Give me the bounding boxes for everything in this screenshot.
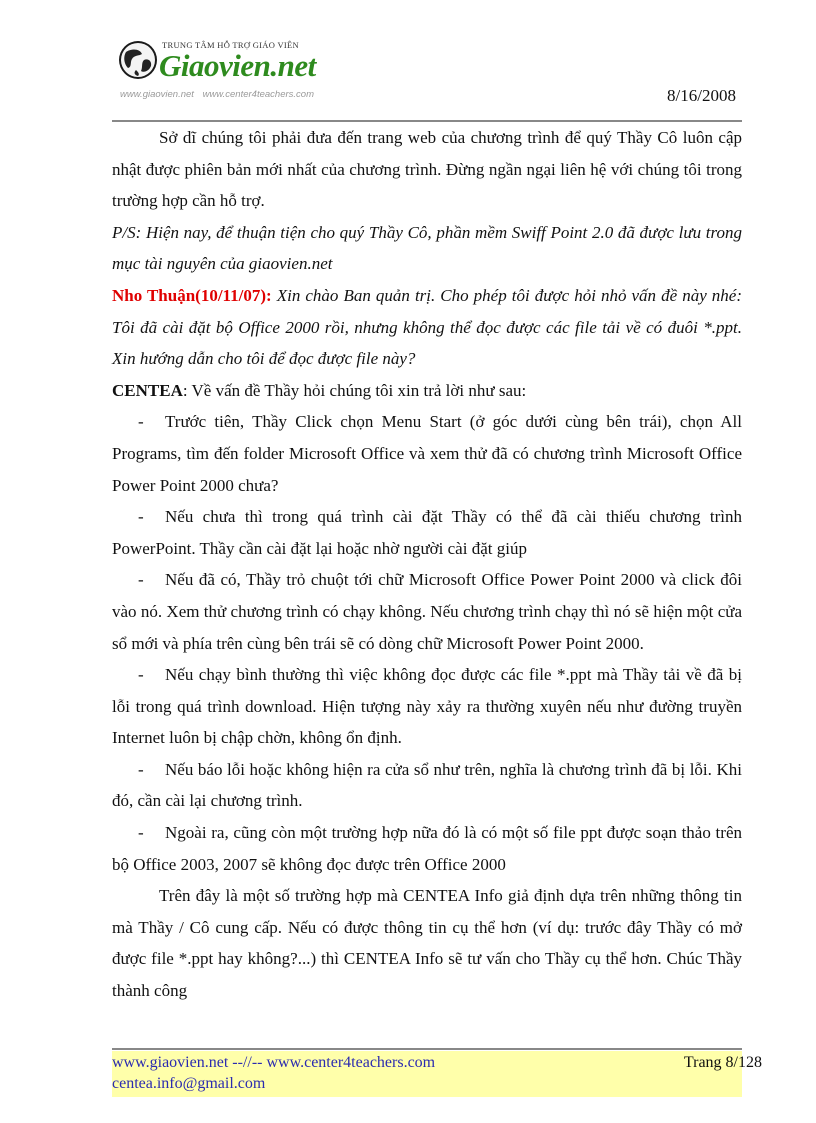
footer-divider — [112, 1048, 742, 1050]
giaovien-logo[interactable] — [112, 28, 372, 108]
intro-paragraph: Sở dĩ chúng tôi phải đưa đến trang web của chương trình để quý Thầy Cô luôn cập nhật được phiên bản mới nhất của chương trình. Đừng ngần ngại liên hệ với chúng tôi trong trường hợp cần hỗ trợ. — [112, 128, 742, 211]
list-item — [112, 817, 742, 880]
footer-email[interactable]: centea.info@gmail.com — [112, 1075, 266, 1092]
list-item — [112, 501, 742, 564]
list-item-text: Nếu chạy bình thường thì việc không đọc được các file *.ppt mà Thầy tải về đã bị lỗi trong quá trình download. Hiện tượng này xảy ra thường xuyên nếu như đường truyền Internet luôn bị chập chờn, không ổn định. — [112, 665, 742, 748]
list-item — [112, 659, 742, 754]
list-item — [112, 564, 742, 659]
document-date: 8/16/2008 — [667, 86, 736, 105]
list-item-text: Nếu báo lỗi hoặc không hiện ra cửa sổ như trên, nghĩa là chương trình đã bị lỗi. Khi đó, cần cài lại chương trình. — [112, 759, 742, 811]
page-header — [112, 28, 742, 118]
list-item-text: Trước tiên, Thầy Click chọn Menu Start (ở góc dưới cùng bên trái), chọn All Programs, tìm đến folder Microsoft Office và xem thử đã có chương trình Microsoft Office Power Point 2000 chưa? — [112, 412, 742, 495]
logo-wordmark: Giaovien.net — [159, 48, 316, 83]
bullet-dash: - — [138, 570, 144, 590]
list-item — [112, 754, 742, 817]
logo-urls — [120, 89, 314, 100]
footer-links[interactable]: www.giaovien.net --//-- www.center4teachers.com — [112, 1054, 436, 1071]
question-text: Xin chào Ban quản trị. Cho phép tôi được hỏi nhỏ vấn đề này nhé: Tôi đã cài đặt bộ Office 2000 rồi, nhưng không thể đọc được các file tải về có đuôi *.ppt. Xin hướng dẫn cho tôi để đọc được file này? — [112, 285, 742, 369]
bullet-dash: - — [138, 665, 144, 685]
globe-icon — [118, 40, 158, 80]
closing-paragraph: Trên đây là một số trường hợp mà CENTEA Info giả định dựa trên những thông tin mà Thầy / Cô cung cấp. Nếu có được thông tin cụ thể hơn (ví dụ: trước đây Thầy có mở được file *.ppt hay không?...) thì CENTEA Info sẽ tư vấn cho Thầy cụ thể hơn. Chúc Thầy thành công — [112, 886, 742, 1001]
document-body — [112, 122, 742, 1007]
logo-url-center4teachers[interactable]: www.center4teachers.com — [202, 89, 314, 100]
page-footer — [112, 1051, 762, 1097]
list-item-text: Nếu đã có, Thầy trỏ chuột tới chữ Microsoft Office Power Point 2000 và click đôi vào nó. Xem thử chương trình có chạy không. Nếu chương trình chạy thì nó sẽ hiện một cửa sổ mới và phía trên cùng bên trái sẽ có dòng chữ Microsoft Power Point 2000. — [112, 570, 742, 653]
list-item — [112, 406, 742, 501]
answer-intro-text: : Về vấn đề Thầy hỏi chúng tôi xin trả lời như sau: — [182, 380, 527, 400]
list-item-text: Nếu chưa thì trong quá trình cài đặt Thầy có thể đã cài thiếu chương trình PowerPoint. Thầy cần cài đặt lại hoặc nhờ người cài đặt giúp — [112, 507, 742, 558]
answer-label: CENTEA — [112, 380, 183, 400]
logo-url-giaovien[interactable]: www.giaovien.net — [120, 89, 194, 100]
bullet-dash: - — [138, 412, 144, 432]
logo-tagline: TRUNG TÂM HỖ TRỢ GIÁO VIÊN — [162, 40, 299, 50]
list-item-text: Ngoài ra, cũng còn một trường hợp nữa đó là có một số file ppt được soạn thảo trên bộ Office 2003, 2007 sẽ không đọc được trên Office 2000 — [112, 823, 742, 874]
question-author: Nho Thuận(10/11/07): — [112, 285, 272, 305]
bullet-dash: - — [138, 507, 144, 527]
page-number: Trang 8/128 — [683, 1054, 762, 1071]
answer-intro — [112, 375, 742, 407]
bullet-dash: - — [138, 823, 144, 843]
question-paragraph — [112, 280, 742, 375]
bullet-dash: - — [138, 759, 144, 779]
ps-note: P/S: Hiện nay, để thuận tiện cho quý Thầy Cô, phần mềm Swiff Point 2.0 đã được lưu trong mục tài nguyên của giaovien.net — [112, 222, 742, 274]
